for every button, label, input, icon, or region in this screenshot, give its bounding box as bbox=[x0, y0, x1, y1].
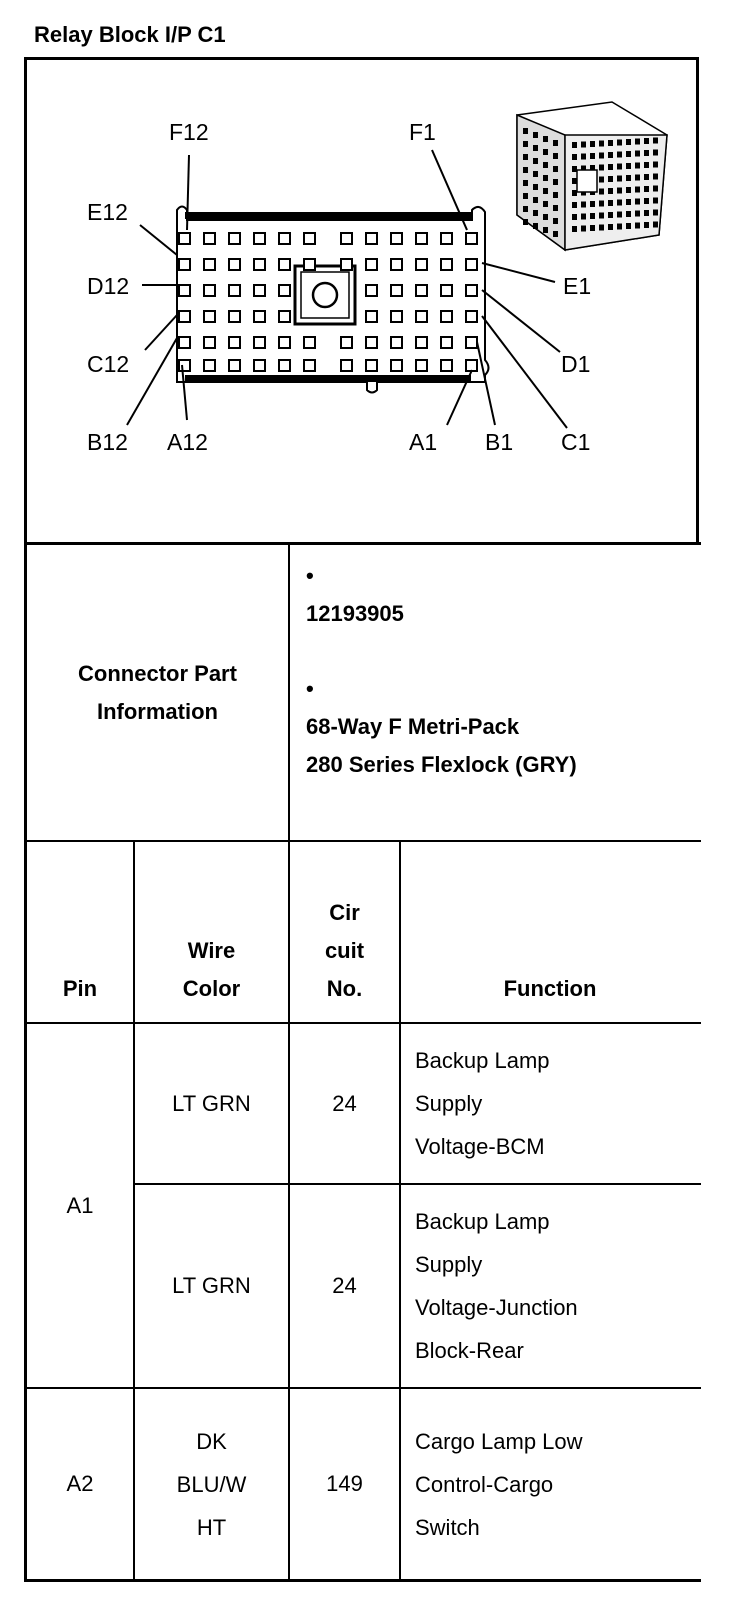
pin-cavity bbox=[204, 259, 215, 270]
part-number-line: • 12193905 bbox=[306, 557, 577, 633]
thumbnail-cavity bbox=[599, 201, 604, 207]
thumbnail-cavity bbox=[553, 179, 558, 185]
thumbnail-cavity bbox=[581, 142, 586, 148]
thumbnail-cavity bbox=[581, 202, 586, 208]
table-row-function: Cargo Lamp Low Control-Cargo Switch bbox=[415, 1428, 583, 1540]
leader-e12 bbox=[140, 225, 177, 255]
pin-cavity bbox=[466, 285, 477, 296]
pin-cavity bbox=[416, 360, 427, 371]
pin-cavity bbox=[391, 259, 402, 270]
thumbnail-cavity bbox=[590, 225, 595, 231]
thumbnail-cavity bbox=[644, 150, 649, 156]
pin-cavity bbox=[391, 337, 402, 348]
thumbnail-cavity bbox=[543, 227, 548, 233]
thumbnail-cavity bbox=[644, 222, 649, 228]
thumbnail-cavity bbox=[617, 212, 622, 218]
thumbnail-cavity bbox=[523, 180, 528, 186]
connector-diagram bbox=[24, 57, 699, 545]
pin-cavity bbox=[229, 233, 240, 244]
thumbnail-cavity bbox=[617, 176, 622, 182]
thumbnail-cavity bbox=[626, 199, 631, 205]
thumbnail-cavity bbox=[523, 206, 528, 212]
thumbnail-cavity bbox=[635, 199, 640, 205]
thumbnail-cavity bbox=[533, 158, 538, 164]
table-row-pin: A1 bbox=[66, 1192, 94, 1218]
pin-cavity bbox=[204, 337, 215, 348]
label-e1: E1 bbox=[563, 273, 592, 299]
pin-cavity bbox=[279, 233, 290, 244]
thumbnail-cavity bbox=[599, 165, 604, 171]
label-c1: C1 bbox=[561, 429, 591, 455]
pin-cavity bbox=[179, 337, 190, 348]
thumbnail-cavity bbox=[653, 198, 658, 204]
thumbnail-cavity bbox=[608, 152, 613, 158]
pin-cavity bbox=[391, 233, 402, 244]
table-row-circuit: 149 bbox=[326, 1471, 363, 1496]
thumbnail-cavity bbox=[543, 136, 548, 142]
pin-cavity bbox=[204, 285, 215, 296]
connector-face-view bbox=[27, 60, 702, 548]
pin-cavity bbox=[416, 337, 427, 348]
pin-cavity bbox=[466, 311, 477, 322]
table-row-pin: A2 bbox=[66, 1471, 94, 1496]
thumbnail-cavity bbox=[572, 154, 577, 160]
pin-cavity bbox=[204, 311, 215, 322]
thumbnail-cavity bbox=[617, 224, 622, 230]
pin-cavity bbox=[279, 337, 290, 348]
leader-lines bbox=[127, 150, 567, 428]
thumbnail-cavity bbox=[590, 213, 595, 219]
header-wire-color: Wire Color bbox=[182, 938, 241, 1001]
thumbnail-cavity bbox=[635, 211, 640, 217]
leader-e1 bbox=[482, 263, 555, 282]
thumbnail-cavity bbox=[533, 145, 538, 151]
table-row-wire-color: DK BLU/W HT bbox=[176, 1428, 247, 1540]
top-latch-bar bbox=[185, 212, 471, 219]
pin-cavity bbox=[366, 337, 377, 348]
thumbnail-cavity bbox=[608, 176, 613, 182]
thumbnail-cavity bbox=[617, 152, 622, 158]
pin-cavity bbox=[229, 285, 240, 296]
pin-cavity bbox=[179, 311, 190, 322]
thumbnail-cavity bbox=[653, 222, 658, 228]
pin-cavity bbox=[466, 233, 477, 244]
thumbnail-cavity bbox=[523, 128, 528, 134]
pin-cavity bbox=[254, 259, 265, 270]
thumbnail-cavity bbox=[572, 214, 577, 220]
label-c12: C12 bbox=[87, 351, 130, 377]
pin-cavity bbox=[441, 233, 452, 244]
description-line-1: • 68-Way F Metri-Pack bbox=[306, 676, 520, 739]
table-row-function: Backup Lamp Supply Voltage-BCM bbox=[415, 1048, 550, 1159]
pin-cavity bbox=[229, 259, 240, 270]
table-row-wire-color: LT GRN bbox=[172, 1090, 251, 1116]
thumbnail-cavity bbox=[626, 211, 631, 217]
thumbnail-cavity bbox=[626, 187, 631, 193]
thumbnail-cavity bbox=[543, 149, 548, 155]
pin-cavity bbox=[441, 360, 452, 371]
label-a1: A1 bbox=[409, 429, 438, 455]
thumbnail-cavity bbox=[533, 184, 538, 190]
leader-c1 bbox=[482, 316, 567, 428]
table-row-wire-color: LT GRN bbox=[172, 1273, 251, 1298]
label-e12: E12 bbox=[87, 199, 128, 225]
thumbnail-cavity bbox=[644, 174, 649, 180]
pin-cavity bbox=[304, 337, 315, 348]
connector-sheet bbox=[24, 57, 701, 1582]
label-d12: D12 bbox=[87, 273, 130, 299]
label-d1: D1 bbox=[561, 351, 591, 377]
pin-cavity bbox=[391, 285, 402, 296]
bottom-latch-bar bbox=[185, 375, 471, 382]
pin-cavity bbox=[416, 233, 427, 244]
pin-cavity bbox=[441, 337, 452, 348]
thumbnail-cavity bbox=[590, 141, 595, 147]
pin-cavity bbox=[341, 233, 352, 244]
thumbnail-cavity bbox=[644, 162, 649, 168]
pin-cavity bbox=[229, 311, 240, 322]
thumbnail-cavity bbox=[599, 177, 604, 183]
thumbnail-cavity bbox=[653, 162, 658, 168]
label-b1: B1 bbox=[485, 429, 514, 455]
thumbnail-cavity bbox=[635, 187, 640, 193]
thumbnail-cavity bbox=[599, 189, 604, 195]
page-title: Relay Block I/P C1 bbox=[34, 22, 226, 47]
pin-cavity bbox=[416, 311, 427, 322]
thumbnail-cavity bbox=[626, 151, 631, 157]
table-row-function: Backup Lamp Supply Voltage-Junction Block-Rear bbox=[415, 1209, 578, 1363]
thumbnail-cavity bbox=[626, 175, 631, 181]
thumbnail-cavity bbox=[572, 226, 577, 232]
thumbnail-cavity bbox=[626, 223, 631, 229]
pin-cavity bbox=[179, 259, 190, 270]
description-line-2: 280 Series Flexlock (GRY) bbox=[306, 752, 577, 777]
pin-cavity bbox=[279, 285, 290, 296]
thumbnail-cavity bbox=[543, 214, 548, 220]
pin-cavity bbox=[279, 311, 290, 322]
thumbnail-cavity bbox=[626, 163, 631, 169]
thumbnail-cavity bbox=[599, 213, 604, 219]
pin-cavity bbox=[366, 285, 377, 296]
thumbnail-cavity bbox=[608, 212, 613, 218]
header-function: Function bbox=[503, 976, 597, 1001]
thumbnail-cavity bbox=[543, 188, 548, 194]
table-row-circuit: 24 bbox=[332, 1273, 357, 1298]
pin-cavity bbox=[304, 233, 315, 244]
header-pin: Pin bbox=[62, 976, 98, 1001]
thumbnail-cavity bbox=[533, 223, 538, 229]
pin-cavity bbox=[229, 360, 240, 371]
center-post-hole bbox=[313, 283, 337, 307]
thumbnail-cavity bbox=[626, 139, 631, 145]
thumbnail-cavity bbox=[608, 140, 613, 146]
pin-cavity bbox=[204, 233, 215, 244]
pin-cavity bbox=[416, 259, 427, 270]
pin-cavity bbox=[466, 337, 477, 348]
pin-cavity bbox=[179, 360, 190, 371]
thumbnail-cavity bbox=[590, 153, 595, 159]
thumbnail-cavity bbox=[523, 167, 528, 173]
pin-cavity bbox=[366, 360, 377, 371]
thumbnail-cavity bbox=[543, 162, 548, 168]
pin-cavity bbox=[279, 360, 290, 371]
pin-cavities bbox=[179, 233, 477, 371]
thumbnail-cavity bbox=[553, 192, 558, 198]
thumbnail-cavity bbox=[635, 151, 640, 157]
thumbnail-cavity bbox=[553, 166, 558, 172]
thumbnail-cavity bbox=[608, 200, 613, 206]
pin-cavity bbox=[391, 311, 402, 322]
thumbnail-cavity bbox=[553, 218, 558, 224]
thumbnail-cavity bbox=[572, 202, 577, 208]
thumbnail-cavity bbox=[553, 140, 558, 146]
pin-cavity bbox=[341, 259, 352, 270]
thumbnail-cavity bbox=[635, 175, 640, 181]
label-f12: F12 bbox=[169, 119, 209, 145]
thumbnail-cavity bbox=[523, 219, 528, 225]
thumbnail-cavity bbox=[635, 163, 640, 169]
leader-b12 bbox=[127, 338, 177, 425]
thumbnail-cavity bbox=[617, 164, 622, 170]
label-a12: A12 bbox=[167, 429, 208, 455]
pin-cavity bbox=[341, 337, 352, 348]
thumbnail-cavity bbox=[644, 138, 649, 144]
thumbnail-cavity bbox=[543, 175, 548, 181]
thumbnail-cavity bbox=[617, 188, 622, 194]
pin-cavity bbox=[441, 311, 452, 322]
thumbnail-cavity bbox=[581, 214, 586, 220]
pin-cavity bbox=[254, 337, 265, 348]
pin-cavity bbox=[254, 311, 265, 322]
pin-cavity bbox=[341, 360, 352, 371]
thumbnail-cavity bbox=[543, 201, 548, 207]
label-f1: F1 bbox=[409, 119, 436, 145]
thumbnail-cavity bbox=[533, 210, 538, 216]
pin-cavity bbox=[416, 285, 427, 296]
pin-cavity bbox=[391, 360, 402, 371]
thumbnail-cavity bbox=[644, 198, 649, 204]
thumbnail-cavity bbox=[590, 201, 595, 207]
connector-isometric-thumbnail bbox=[517, 102, 667, 250]
thumbnail-cavity bbox=[653, 186, 658, 192]
thumbnail-cavity bbox=[523, 154, 528, 160]
thumbnail-cavity bbox=[581, 226, 586, 232]
pin-cavity bbox=[254, 360, 265, 371]
thumbnail-cavity bbox=[553, 205, 558, 211]
thumbnail-cavity bbox=[572, 142, 577, 148]
pin-cavity bbox=[466, 360, 477, 371]
thumbnail-cavity bbox=[533, 171, 538, 177]
connector-part-info-label: Connector Part Information bbox=[78, 660, 237, 724]
thumbnail-cavity bbox=[608, 164, 613, 170]
pin-cavity bbox=[179, 285, 190, 296]
thumbnail-cavity bbox=[553, 231, 558, 237]
header-circuit-number: Cir cuit No. bbox=[324, 900, 365, 1001]
pin-cavity bbox=[466, 259, 477, 270]
part-number: 12193905 bbox=[306, 601, 404, 626]
thumbnail-cavity bbox=[608, 188, 613, 194]
pin-cavity bbox=[254, 233, 265, 244]
thumbnail-cavity bbox=[533, 132, 538, 138]
thumbnail-cavity bbox=[608, 224, 613, 230]
thumbnail-cavity bbox=[581, 154, 586, 160]
pin-cavity bbox=[366, 311, 377, 322]
thumbnail-cavity bbox=[599, 153, 604, 159]
pin-cavity bbox=[304, 259, 315, 270]
thumbnail-cavity bbox=[523, 193, 528, 199]
pin-cavity bbox=[254, 285, 265, 296]
leader-d1 bbox=[482, 290, 560, 352]
thumbnail-cavity bbox=[644, 210, 649, 216]
thumbnail-cavity bbox=[617, 140, 622, 146]
pin-cavity bbox=[441, 259, 452, 270]
thumbnail-cavity bbox=[617, 200, 622, 206]
pin-cavity bbox=[229, 337, 240, 348]
pin-cavity bbox=[366, 259, 377, 270]
table-row-circuit: 24 bbox=[332, 1090, 357, 1116]
thumbnail-cavity bbox=[644, 186, 649, 192]
thumbnail-cavity bbox=[599, 225, 604, 231]
pin-cavity bbox=[179, 233, 190, 244]
thumbnail-cavity bbox=[653, 210, 658, 216]
pin-cavity bbox=[441, 285, 452, 296]
leader-a12 bbox=[182, 365, 187, 420]
thumbnail-cavity bbox=[653, 174, 658, 180]
thumbnail-cavity bbox=[653, 138, 658, 144]
center-post-outer bbox=[295, 266, 355, 324]
thumbnail-cavity bbox=[599, 141, 604, 147]
connector-part-info-value bbox=[290, 545, 699, 840]
pin-cavity bbox=[366, 233, 377, 244]
label-b12: B12 bbox=[87, 429, 128, 455]
thumbnail-cavity bbox=[523, 141, 528, 147]
pin-cavity bbox=[304, 360, 315, 371]
pin-cavity bbox=[279, 259, 290, 270]
thumbnail-cavity bbox=[533, 197, 538, 203]
thumbnail-cavity bbox=[635, 223, 640, 229]
center-post-inner bbox=[301, 272, 349, 318]
thumbnail-cavity bbox=[635, 139, 640, 145]
thumbnail-cavity bbox=[553, 153, 558, 159]
thumbnail-cavity bbox=[653, 150, 658, 156]
pin-cavity bbox=[204, 360, 215, 371]
